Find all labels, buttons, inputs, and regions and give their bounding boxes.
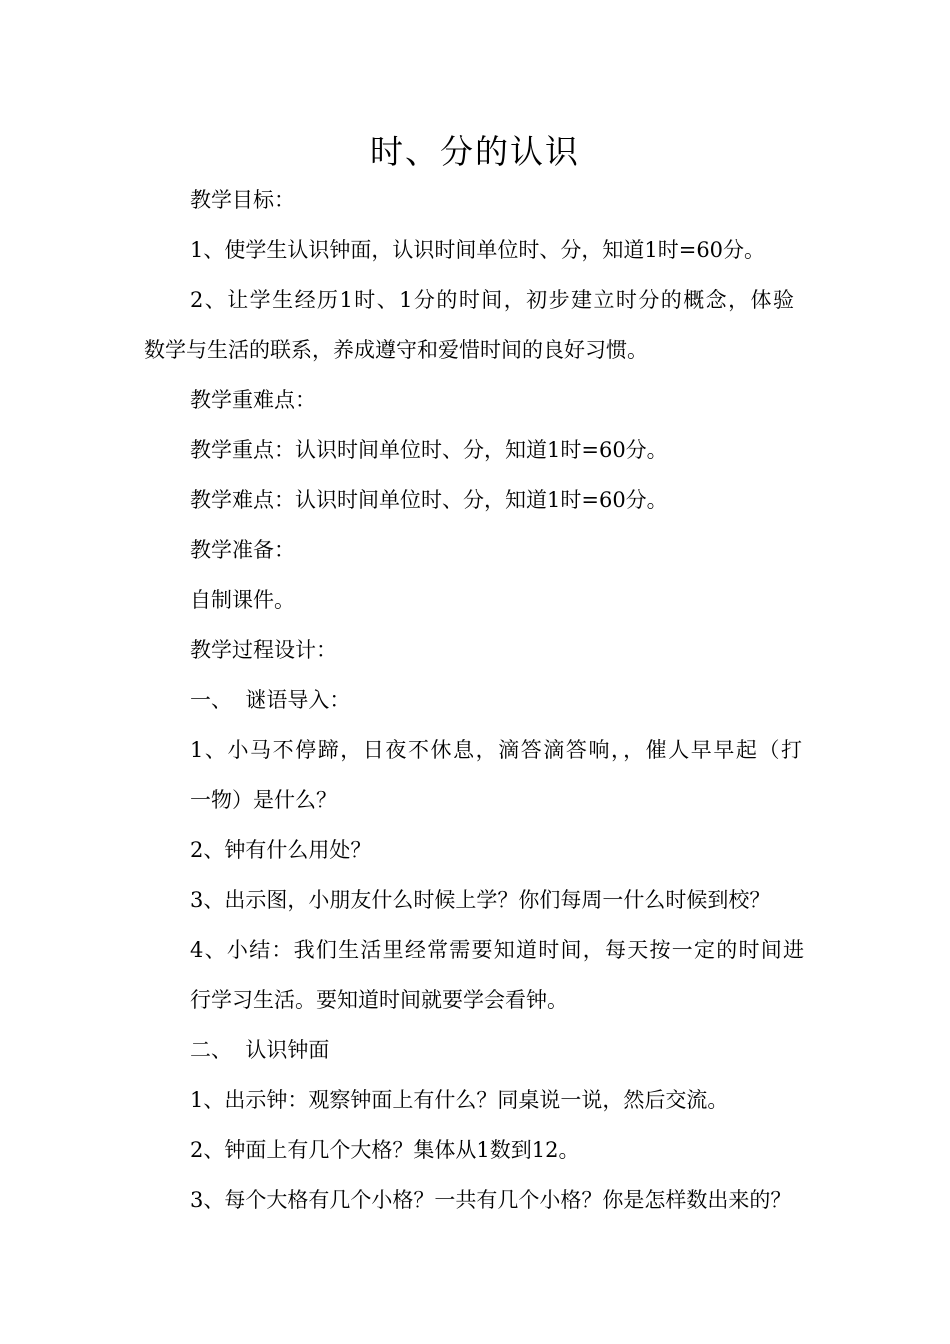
summary-line-2: 行学习生活。要知道时间就要学会看钟。 bbox=[190, 988, 568, 1012]
goal-item-1: 1、使学生认识钟面，认识时间单位时、分，知道1时=60分。 bbox=[190, 238, 766, 262]
section-1-heading: 一、 谜语导入： bbox=[190, 688, 351, 712]
heading-teaching-goals: 教学目标： bbox=[190, 188, 295, 212]
preparation-text: 自制课件。 bbox=[190, 588, 295, 612]
summary-line-1: 4、小结：我们生活里经常需要知道时间，每天按一定的时间进 bbox=[190, 938, 804, 962]
section-1-item-3: 3、出示图，小朋友什么时候上学？你们每周一什么时候到校？ bbox=[190, 888, 771, 912]
goal-item-2-line-1: 2、让学生经历1时、1分的时间，初步建立时分的概念，体验 bbox=[190, 288, 794, 312]
section-2-heading: 二、 认识钟面 bbox=[190, 1038, 330, 1062]
section-2-item-1: 1、出示钟：观察钟面上有什么？同桌说一说，然后交流。 bbox=[190, 1088, 729, 1112]
heading-key-difficult-points: 教学重难点： bbox=[190, 388, 316, 412]
difficult-point: 教学难点：认识时间单位时、分，知道1时=60分。 bbox=[190, 488, 668, 512]
goal-item-2-line-2: 数学与生活的联系，养成遵守和爱惜时间的良好习惯。 bbox=[144, 338, 648, 362]
key-point: 教学重点：认识时间单位时、分，知道1时=60分。 bbox=[190, 438, 668, 462]
heading-process-design: 教学过程设计： bbox=[190, 638, 337, 662]
section-1-item-2: 2、钟有什么用处？ bbox=[190, 838, 372, 862]
section-2-item-3: 3、每个大格有几个小格？一共有几个小格？你是怎样数出来的？ bbox=[190, 1188, 792, 1212]
document-title: 时、分的认识 bbox=[370, 132, 580, 171]
riddle-line-2: 一物）是什么？ bbox=[190, 788, 337, 812]
section-2-item-2: 2、钟面上有几个大格？集体从1数到12。 bbox=[190, 1138, 580, 1162]
heading-preparation: 教学准备： bbox=[190, 538, 295, 562]
riddle-line-1: 1、小马不停蹄，日夜不休息，滴答滴答响，，催人早早起（打 bbox=[190, 738, 802, 762]
